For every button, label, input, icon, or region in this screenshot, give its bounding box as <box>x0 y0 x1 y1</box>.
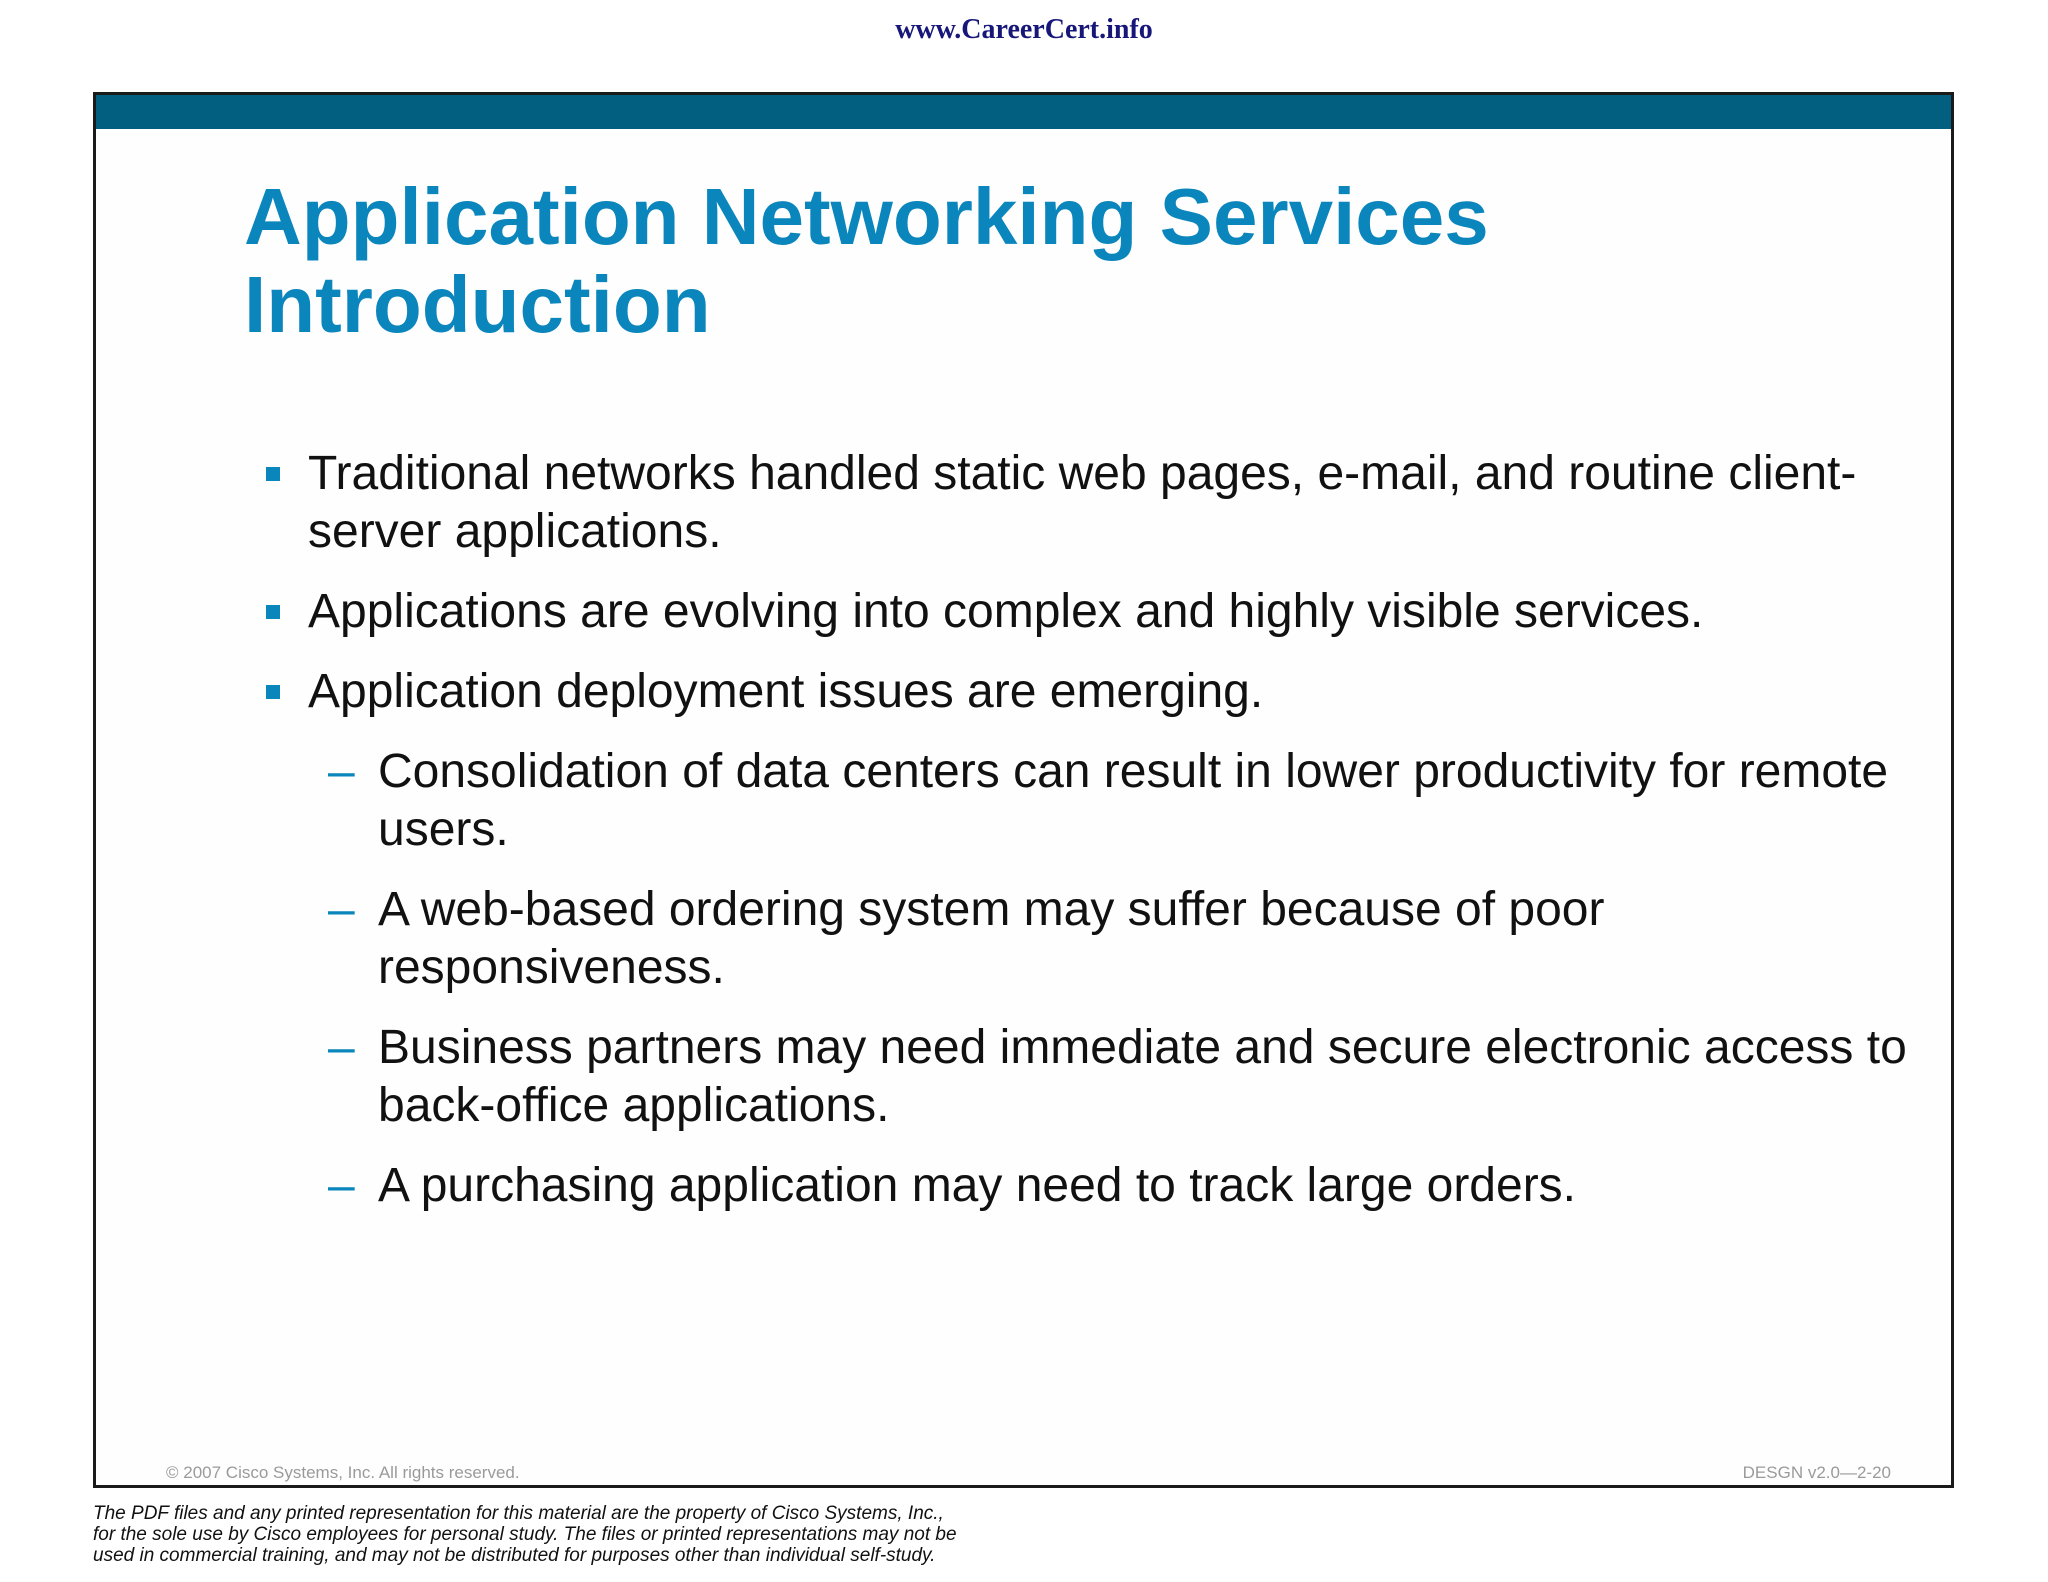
bullet-item <box>256 663 1916 721</box>
sub-bullet-item <box>256 1019 1916 1135</box>
square-bullet-icon <box>266 685 280 699</box>
sub-bullet-text: Business partners may need immediate and secure electronic access to back-office applications. <box>378 1021 1907 1132</box>
sub-bullet-text: A web-based ordering system may suffer because of poor responsiveness. <box>378 883 1605 994</box>
disclaimer-line-2: for the sole use by Cisco employees for personal study. The files or printed representations may not be <box>93 1524 957 1545</box>
sub-bullet-text: Consolidation of data centers can result in lower productivity for remote users. <box>378 745 1889 856</box>
disclaimer <box>93 1503 1193 1566</box>
sub-bullet-item <box>256 1157 1916 1215</box>
course-slide-number: DESGN v2.0—2-20 <box>1742 1463 1891 1482</box>
bullet-item <box>256 583 1916 641</box>
disclaimer-line-3: used in commercial training, and may not be distributed for purposes other than individual self-study. <box>93 1545 936 1566</box>
square-bullet-icon <box>266 467 280 481</box>
slide-title-line-2: Introduction <box>244 260 711 349</box>
slide-title <box>244 173 1489 349</box>
site-url[interactable]: www.CareerCert.info <box>895 14 1153 45</box>
dash-bullet-icon: – <box>328 883 355 936</box>
dash-bullet-icon: – <box>328 1021 355 1074</box>
sub-bullet-text: A purchasing application may need to track large orders. <box>378 1159 1577 1212</box>
slide-title-line-1: Application Networking Services <box>244 172 1489 261</box>
square-bullet-icon <box>266 605 280 619</box>
bullet-item <box>256 445 1916 561</box>
slide-frame <box>93 92 1954 1488</box>
copyright-notice: © 2007 Cisco Systems, Inc. All rights reserved. <box>166 1463 520 1482</box>
dash-bullet-icon: – <box>328 745 355 798</box>
bullet-text: Applications are evolving into complex and highly visible services. <box>308 585 1704 638</box>
disclaimer-line-1: The PDF files and any printed representation for this material are the property of Cisco Systems, Inc., <box>93 1503 944 1524</box>
slide-top-bar <box>96 95 1951 129</box>
bullet-list <box>256 445 1916 1237</box>
bullet-text: Traditional networks handled static web pages, e-mail, and routine client-server applications. <box>308 447 1857 558</box>
dash-bullet-icon: – <box>328 1159 355 1212</box>
bullet-text: Application deployment issues are emerging. <box>308 665 1264 718</box>
sub-bullet-item <box>256 881 1916 997</box>
sub-bullet-item <box>256 743 1916 859</box>
